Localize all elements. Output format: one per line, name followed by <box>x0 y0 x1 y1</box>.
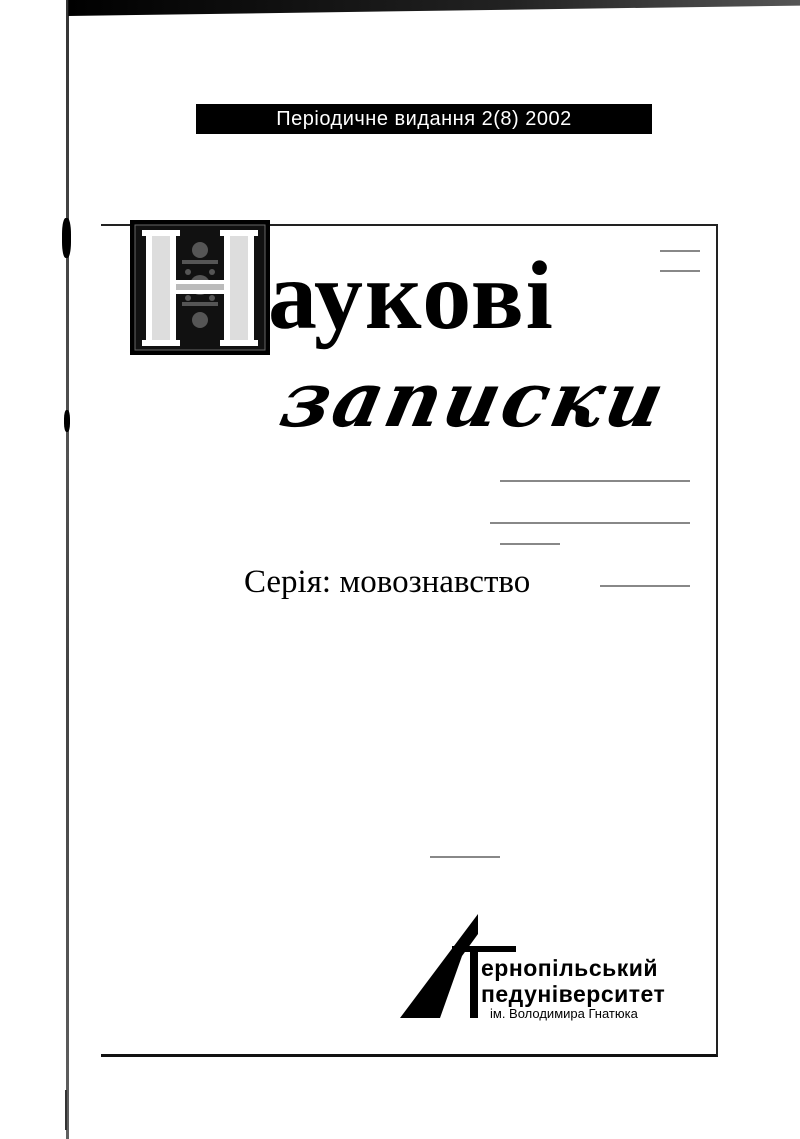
scan-noise <box>660 250 700 252</box>
scan-noise <box>430 856 500 858</box>
scan-noise <box>500 480 690 482</box>
scan-edge-top <box>68 0 800 16</box>
publisher-name-line1: ернопільський <box>481 955 659 981</box>
scan-blot <box>62 218 71 258</box>
scan-noise <box>660 270 700 272</box>
cover-title: аукові <box>268 242 555 350</box>
scan-mark <box>65 1090 67 1130</box>
publisher-name-line2: педуніверситет <box>481 981 666 1007</box>
scan-noise <box>490 522 690 524</box>
periodical-banner: Періодичне видання 2(8) 2002 <box>196 104 652 134</box>
scan-edge-left <box>66 0 69 1139</box>
drop-cap-h-icon <box>130 220 270 355</box>
scan-noise <box>600 585 690 587</box>
cover-subtitle: записки <box>273 355 675 444</box>
scan-noise <box>500 543 560 545</box>
scan-blot <box>64 410 70 432</box>
publisher-name-line3: ім. Володимира Гнатюка <box>490 1006 638 1021</box>
series-label: Серія: мовознавство <box>244 564 531 600</box>
